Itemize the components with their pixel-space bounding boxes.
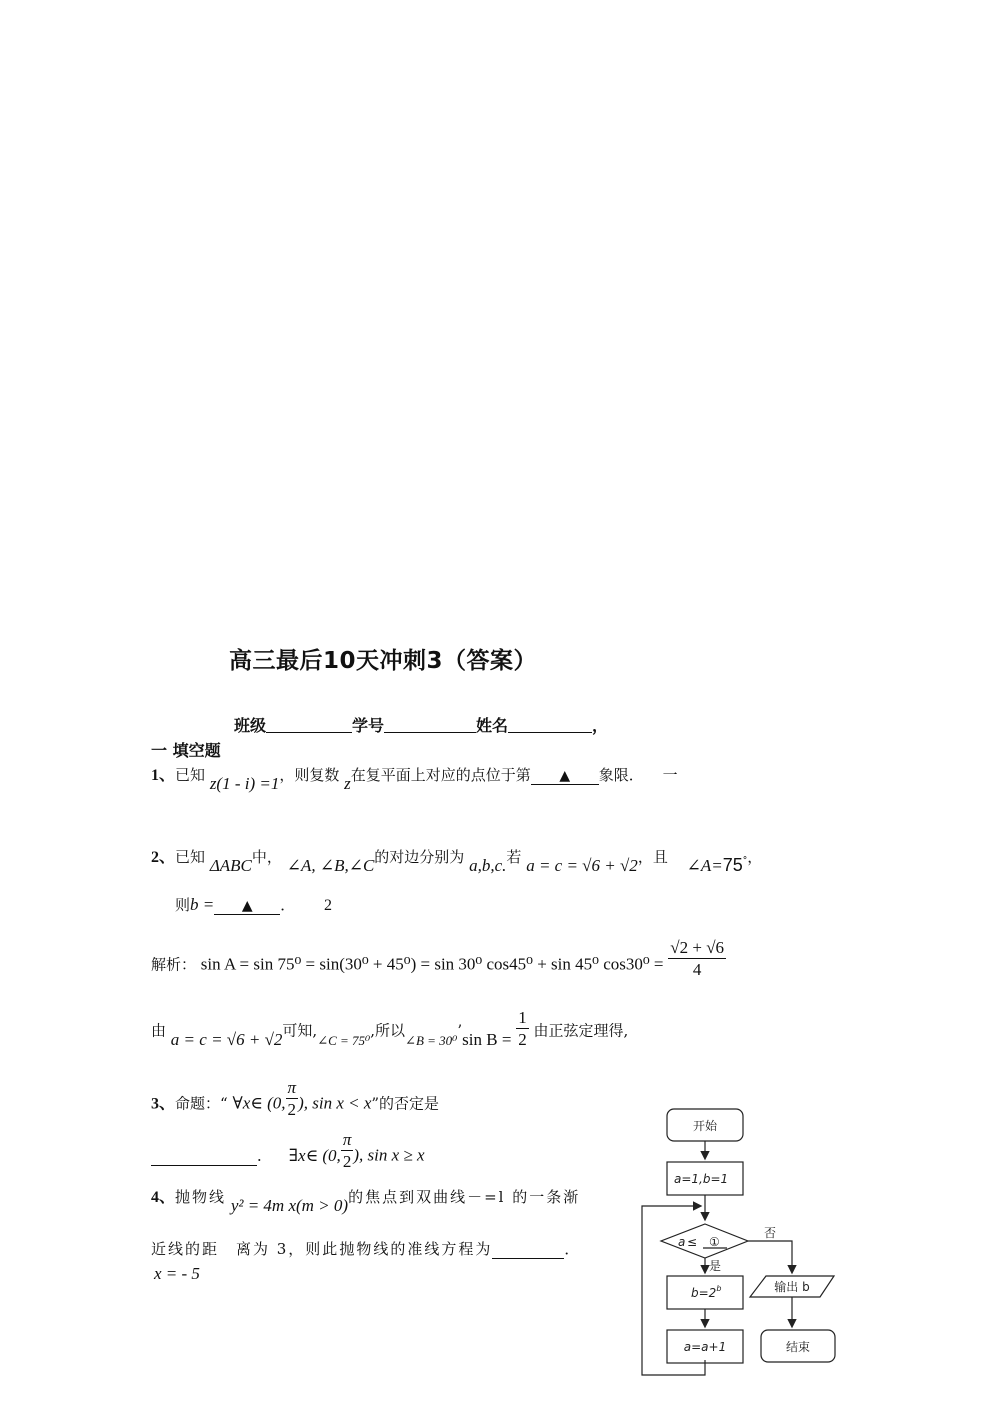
flowchart-init-label: a=1,b=1 <box>674 1172 729 1186</box>
q4-line2: 近线的距 离为 3，则此抛物线的准线方程为 <box>151 1240 493 1258</box>
analysis-sin-b: sin B = <box>462 1029 512 1049</box>
q2-text: 的对边分别为 <box>374 848 465 866</box>
q3-line2-suffix: ． <box>257 1146 273 1165</box>
analysis-condition: a = c = √6 + √2 <box>170 1029 283 1049</box>
question-number: 1、 <box>151 767 176 784</box>
class-label: 班级 <box>234 716 267 735</box>
answer-blank[interactable] <box>151 1150 257 1166</box>
fraction-numerator: π <box>287 1078 297 1097</box>
flowchart-no-label: 否 <box>764 1226 777 1240</box>
q1-text: 在复平面上对应的点位于第 <box>350 766 531 784</box>
name-label: 姓名 <box>476 716 509 735</box>
pi-over-2 <box>341 1130 354 1173</box>
fraction-denominator: 2 <box>287 1100 297 1119</box>
q1-prefix: 已知 <box>175 766 206 784</box>
flowchart-condition-node <box>661 1224 748 1258</box>
analysis-fraction <box>668 938 726 981</box>
q4-prefix: 抛物线 <box>175 1188 227 1206</box>
q2-var-b: b = <box>190 895 215 914</box>
analysis-label: 解析： <box>151 955 197 974</box>
analysis-text: ,所以 <box>370 1021 406 1040</box>
flowchart <box>630 1100 860 1390</box>
q2-text: 若 <box>506 848 522 866</box>
analysis-text: 由 <box>151 1021 167 1040</box>
analysis-text: 可知, <box>282 1021 318 1040</box>
q3-answer: ∃x∈ (0, <box>288 1145 341 1165</box>
q2-line2-prefix: 则 <box>175 896 191 914</box>
q3-suffix: ”的否定是 <box>371 1094 440 1113</box>
q1-answer: 一 <box>662 766 678 784</box>
analysis-angle-b: ∠B = 30⁰ <box>405 1032 458 1048</box>
q3-statement: ), sin x < x <box>298 1093 372 1113</box>
fraction-denominator: 2 <box>518 1030 527 1049</box>
step1-base: b=2 <box>691 1286 717 1300</box>
name-blank[interactable] <box>508 716 592 733</box>
question-number: 3、 <box>151 1095 176 1113</box>
question-1 <box>151 762 678 793</box>
question-4 <box>151 1184 581 1215</box>
q2-suffix: ． <box>280 896 296 914</box>
q4-text: 的焦点到双曲线－=l 的一条渐 <box>348 1188 581 1206</box>
q2-sides: a,b,c. <box>469 856 507 875</box>
analysis-formula: sin A = sin 75⁰ = sin(30⁰ + 45⁰) = sin 30⁰ cos45⁰ + sin 45⁰ cos30⁰ = <box>200 954 664 974</box>
fraction-denominator: 4 <box>692 960 702 979</box>
analysis-fraction-half <box>516 1008 529 1051</box>
student-info-line <box>234 713 608 736</box>
q2-text: ， <box>747 848 763 866</box>
q2-angles: ∠A, ∠B,∠C <box>286 856 375 875</box>
question-3 <box>151 1078 440 1121</box>
q1-text: ，则复数 <box>279 766 340 784</box>
step1-exponent: b <box>716 1284 722 1293</box>
q3-statement: ∀x∈ (0, <box>232 1093 286 1113</box>
analysis-text: 由正弦定理得, <box>533 1021 629 1040</box>
q2-condition: a = c = √6 + √2 <box>526 856 638 875</box>
q3-prefix: 命题：“ <box>175 1094 228 1113</box>
q2-prefix: 已知 <box>175 848 206 866</box>
student-no-blank[interactable] <box>384 716 476 733</box>
question-2 <box>151 844 763 875</box>
q1-formula: z(1 - i) =1 <box>209 774 280 793</box>
fraction-numerator: √2 + √6 <box>670 938 725 957</box>
flowchart-end-label: 结束 <box>785 1340 811 1354</box>
question-number: 4、 <box>151 1189 176 1206</box>
flowchart-step1-label <box>691 1284 721 1300</box>
section-heading: 一 填空题 <box>151 741 221 760</box>
document-title: 高三最后10天冲刺3（答案） <box>229 648 538 674</box>
q2-angle-a: ∠A= <box>686 856 723 875</box>
triangle-icon: ▲ <box>241 898 253 914</box>
flowchart-start-label: 开始 <box>692 1119 718 1133</box>
fraction-numerator: π <box>342 1130 352 1149</box>
fraction-numerator: 1 <box>518 1008 527 1027</box>
answer-blank[interactable] <box>531 769 599 785</box>
analysis-line-1 <box>151 938 726 981</box>
q1-var: z <box>344 774 351 793</box>
q2-triangle: ΔABC <box>209 856 252 875</box>
triangle-icon: ▲ <box>559 768 571 784</box>
q4-formula: y² = 4m x(m > 0) <box>230 1196 349 1215</box>
q2-angle-value: 75 <box>722 855 743 875</box>
flowchart-yes-label: 是 <box>709 1259 722 1273</box>
flowchart-condition-op: ≤ <box>687 1235 698 1249</box>
fraction-denominator: 2 <box>342 1152 352 1171</box>
question-4-line2 <box>151 1238 579 1259</box>
analysis-line-2 <box>151 1008 629 1051</box>
student-no-label: 学号 <box>352 716 385 735</box>
analysis-text: ’ <box>457 1021 463 1040</box>
q4-suffix: ． <box>564 1240 580 1258</box>
q2-text: 中， <box>251 848 282 866</box>
pi-over-2 <box>286 1078 299 1121</box>
q3-answer: ), sin x ≥ x <box>353 1145 425 1165</box>
analysis-angle-c: ∠C = 75⁰ <box>317 1032 371 1048</box>
flowchart-condition-blank: ① <box>709 1235 720 1249</box>
q2-answer: 2 <box>324 897 333 914</box>
info-trailing: ， <box>592 716 609 735</box>
flowchart-condition-var: a <box>678 1235 686 1249</box>
q1-suffix: 象限． <box>598 766 644 784</box>
question-number: 2、 <box>151 849 176 866</box>
degree-symbol: ° <box>742 856 748 866</box>
question-3-line2 <box>151 1130 425 1173</box>
answer-blank[interactable] <box>214 899 280 915</box>
question-2-line2 <box>175 894 332 915</box>
flowchart-output-label: 输出 b <box>774 1280 810 1294</box>
answer-blank[interactable] <box>492 1243 564 1259</box>
q2-text: ，且 <box>637 848 668 866</box>
class-blank[interactable] <box>266 716 352 733</box>
flowchart-step2-label: a=a+1 <box>683 1340 727 1354</box>
q4-answer: x = - 5 <box>154 1264 200 1283</box>
